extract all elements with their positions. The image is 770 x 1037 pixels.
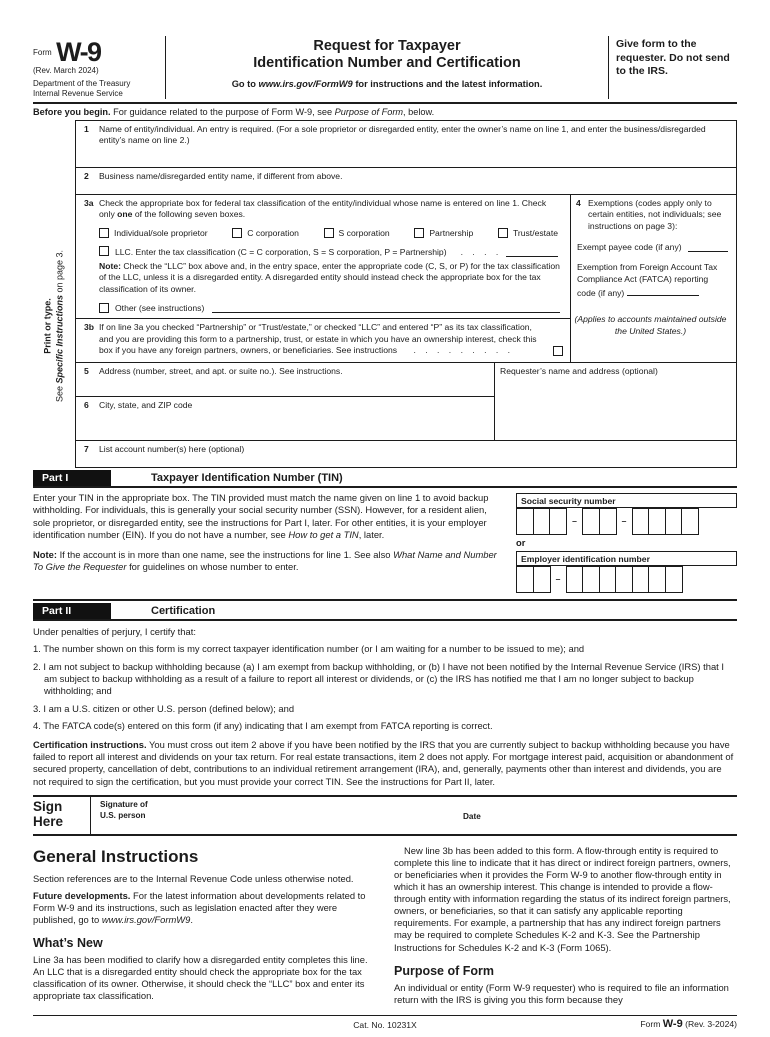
- checkbox-partnership[interactable]: [414, 228, 424, 238]
- here-word: Here: [33, 813, 64, 829]
- ssn-box-group-1: [516, 508, 567, 535]
- llc-note-lead: Note:: [99, 260, 121, 271]
- line7-number: 7: [84, 443, 89, 454]
- line7-label: List account number(s) here (optional): [99, 443, 245, 454]
- ssn-digit-box[interactable]: [549, 508, 567, 535]
- or-label: or: [516, 536, 526, 548]
- line6-city-row: [76, 397, 494, 440]
- ein-box-group-1: [516, 566, 551, 593]
- ein-digit-box[interactable]: [533, 566, 551, 593]
- tin-text: Enter your TIN in the appropriate box. The TIN provided must match the name given on line 1 to avoid backup withholding. For individuals, this is generally your social security number (SSN). However, for a resident alien, sole proprietor, or disregarded entity, see the instructions for Part I, later. For other entities, it is your employer identification number (EIN). If you do not have a number, see: [33, 491, 489, 541]
- see-suffix: on page 3.: [54, 249, 64, 295]
- checkbox-c-corporation[interactable]: [232, 228, 242, 238]
- sign-here-row: [33, 797, 737, 836]
- certification-instructions: [33, 739, 737, 789]
- tin-instructions-paragraph: [33, 492, 504, 542]
- ein-digit-box[interactable]: [632, 566, 650, 593]
- line5-number: 5: [84, 365, 89, 376]
- purpose-of-form-paragraph: An individual or entity (Form W-9 requester) who is required to file an information return with the IRS is giving you this form because they: [394, 981, 729, 1005]
- part1-title: Taxpayer Identification Number (TIN): [151, 471, 343, 484]
- form-title-line1: Request for Taxpayer: [313, 38, 461, 54]
- business-name-input-area[interactable]: [99, 168, 736, 194]
- new-line3b-paragraph: New line 3b has been added to this form. A flow-through entity is required to complete this line to indicate that it has direct or indirect foreign partners, owners, or beneficiaries when it provides the Form W-9 to another flow-through entity in which it has an ownership interest. This change is intended to provide a flow-through entity with information regarding the status of its indirect foreign partners, owners, or beneficiaries, so that it can satisfy any applicable reporting requirements. For example, a partnership that has any indirect foreign partners may be required to complete Schedules K-2 and K-3. See the Partnership Instructions for Schedules K-2 and K-3 (Form 1065).: [394, 845, 731, 953]
- ssn-digit-box[interactable]: [648, 508, 666, 535]
- part2-badge: Part II: [33, 603, 111, 619]
- print-or-type-label: Print or type.: [42, 298, 53, 354]
- form-id-block: [33, 36, 166, 99]
- line1-label: Name of entity/individual. An entry is required. (For a sole proprietor or disregarded entity, enter the owner’s name on line 1, and enter the business/disregarded entity’s name on line 2.): [99, 124, 706, 146]
- line4-label: Exemptions (codes apply only to certain entities, not individuals; see instructions on page 3):: [588, 198, 722, 231]
- address-row: [76, 363, 736, 441]
- ein-digit-box[interactable]: [566, 566, 584, 593]
- before-begin-lead: Before you begin.: [33, 107, 111, 117]
- requester-label: Requester’s name and address (optional): [500, 365, 658, 376]
- print-or-type-sidebar: [42, 200, 65, 452]
- ein-digit-box[interactable]: [615, 566, 633, 593]
- option-trust-estate-label: Trust/estate: [512, 227, 558, 238]
- classification-options: [99, 228, 558, 238]
- checkbox-llc[interactable]: [99, 246, 109, 256]
- line3b-foreign-partners: [76, 318, 570, 362]
- part2-title: Certification: [151, 604, 216, 617]
- ssn-dash: –: [621, 516, 627, 527]
- line3a-one-bold: one: [117, 209, 133, 220]
- ssn-digit-box[interactable]: [665, 508, 683, 535]
- line4-exemptions: [571, 195, 736, 362]
- part2-header: [33, 603, 737, 621]
- checkbox-trust-estate[interactable]: [498, 228, 508, 238]
- line6-number: 6: [84, 399, 89, 410]
- ssn-digit-box[interactable]: [582, 508, 600, 535]
- account-numbers-input-area[interactable]: [99, 441, 736, 467]
- certification-item-2: 2. I am not subject to backup withholding because (a) I am exempt from backup withholding, or (b) I have not been notified by the Internal Revenue Service (IRS) that I am subject to backup withholding as a result of a failure to report all interest or dividends, or (c) the IRS has notified me that I am no longer subject to backup withholding; and: [33, 660, 724, 697]
- tin-note-tail: for guidelines on whose number to enter.: [126, 561, 299, 573]
- general-instructions-title: General Instructions: [33, 847, 199, 867]
- checkbox-foreign-partners[interactable]: [553, 346, 563, 356]
- certification-item-1: 1. The number shown on this form is my correct taxpayer identification number (or I am waiting for a number to be issued to me); and: [33, 643, 585, 655]
- certification-item-4: 4. The FATCA code(s) entered on this form (if any) indicating that I am exempt from FATCA reporting is correct.: [33, 720, 493, 732]
- ein-digit-box[interactable]: [599, 566, 617, 593]
- footer-form-word: Form: [640, 1018, 663, 1029]
- whats-new-title: What’s New: [33, 936, 103, 951]
- footer-form-id: [640, 1018, 737, 1030]
- ein-boxes: [516, 566, 737, 593]
- applies-note: (Applies to accounts maintained outside the United States.): [574, 314, 727, 336]
- ein-digit-box[interactable]: [648, 566, 666, 593]
- fatca-code-entry[interactable]: [627, 285, 699, 296]
- before-begin-tail: , below.: [403, 107, 435, 117]
- purpose-of-form-title: Purpose of Form: [394, 963, 495, 978]
- line3a-intro-text: Check the appropriate box for federal tax classification of the entity/individual whose name is entered on line 1. Check only: [99, 198, 547, 220]
- form-header: [33, 36, 737, 104]
- ein-digit-box[interactable]: [665, 566, 683, 593]
- goto-instructions: [174, 79, 600, 89]
- ssn-box-group-2: [582, 508, 617, 535]
- line3a-intro: [99, 195, 570, 221]
- form-revision: (Rev. March 2024): [33, 66, 99, 75]
- tin-note-lead: Note:: [33, 548, 57, 560]
- before-you-begin: [33, 104, 737, 120]
- llc-note: [99, 261, 560, 296]
- line4-number: 4: [576, 198, 581, 208]
- option-partnership-label: Partnership: [429, 227, 474, 238]
- us-person-label: U.S. person: [100, 810, 146, 820]
- part1-instructions: [33, 492, 516, 593]
- ssn-digit-box[interactable]: [681, 508, 699, 535]
- checkbox-s-corporation[interactable]: [324, 228, 334, 238]
- ssn-digit-box[interactable]: [516, 508, 534, 535]
- form-word: Form: [33, 48, 52, 57]
- instructions-right-column: [394, 845, 737, 1010]
- tin-text-tail: , later.: [358, 529, 385, 541]
- ein-box-group-2: [566, 566, 683, 593]
- future-developments-tail: .: [190, 914, 193, 926]
- signature-of-label: Signature of: [100, 800, 148, 810]
- ssn-box-group-3: [632, 508, 700, 535]
- form-number: W-9: [56, 37, 101, 67]
- specific-instructions-ref: Specific Instructions: [54, 295, 64, 384]
- before-begin-text: For guidance related to the purpose of Form W-9, see: [110, 107, 335, 117]
- purpose-of-form-ref: Purpose of Form: [334, 107, 404, 117]
- section-references-paragraph: Section references are to the Internal Revenue Code unless otherwise noted.: [33, 873, 354, 884]
- fatca-label: Exemption from Foreign Account Tax Compliance Act (FATCA) reporting code (if any): [577, 262, 718, 299]
- line3b-number: 3b: [84, 322, 95, 333]
- ssn-digit-box[interactable]: [632, 508, 650, 535]
- give-form-block: [608, 36, 737, 99]
- signature-input-area[interactable]: [91, 797, 463, 834]
- irs-url: www.irs.gov/FormW9: [258, 79, 353, 90]
- department-label: Department of the Treasury: [33, 79, 131, 88]
- address-input-area[interactable]: [99, 363, 494, 396]
- line3a-intro-tail: of the following seven boxes.: [132, 209, 246, 220]
- tin-note-text: If the account is in more than one name, see the instructions for line 1. See also: [56, 548, 394, 560]
- other-entry[interactable]: [212, 302, 560, 313]
- date-label: Date: [463, 812, 481, 822]
- sign-word: Sign: [33, 799, 63, 815]
- part1-header: [33, 470, 737, 488]
- form-title-line2: Identification Number and Certification: [253, 55, 521, 72]
- agency-label: Internal Revenue Service: [33, 89, 123, 98]
- certification-instructions-text: You must cross out item 2 above if you have been notified by the IRS that you are currently subject to backup withholding because you have failed to report all interest and dividends on your tax return. For real estate transactions, item 2 does not apply. For mortgage interest paid, acquisition or abandonment of secured property, cancellation of debt, contributions to an individual retirement arrangement (IRA), and, generally, payments other than interest and dividends, you are not required to sign the certification, but you must provide your correct TIN. See the instructions for Part II, later.: [33, 738, 734, 787]
- how-to-get-tin-ref: How to get a TIN: [288, 529, 359, 541]
- ein-digit-box[interactable]: [582, 566, 600, 593]
- part1-body: [33, 488, 737, 601]
- certification-item-3: 3. I am a U.S. citizen or other U.S. person (defined below); and: [33, 702, 295, 714]
- ssn-dash: –: [572, 516, 577, 527]
- line1-name-row: [76, 121, 736, 168]
- checkbox-other[interactable]: [99, 303, 109, 313]
- line2-number: 2: [84, 171, 89, 181]
- ssn-boxes: [516, 508, 737, 535]
- llc-label: LLC. Enter the tax classification (C = C corporation, S = S corporation, P = Partnership): [115, 246, 447, 257]
- llc-note-text: Check the “LLC” box above and, in the entry space, enter the appropriate code (C, S, or P) for the tax classification of the LLC, unless it is a disregarded entity. A disregarded entity should instead check the appropriate box for the tax classification of its owner.: [99, 260, 560, 294]
- line3a-number: 3a: [84, 198, 94, 208]
- line3b-text: If on line 3a you checked “Partnership” or “Trust/estate,” or checked “LLC” and entered “P” as its tax classification, and you are providing this form to a partnership, trust, or estate in which you have an ownership interest, check this box if you have any foreign partners, owners, or beneficiaries. See instructions: [99, 322, 537, 356]
- exempt-payee-label: Exempt payee code (if any): [577, 242, 682, 253]
- future-developments-url: www.irs.gov/FormW9: [101, 914, 191, 926]
- ein-label-box: Employer identification number: [516, 551, 737, 566]
- page-footer: [33, 1015, 737, 1037]
- date-input-area[interactable]: [463, 797, 481, 834]
- line6-label: City, state, and ZIP code: [99, 399, 193, 410]
- future-developments-text: For the latest information about developments related to Form W-9 and its instructions, such as legislation enacted after they were published, go to: [33, 890, 366, 926]
- line5-address-row: [76, 363, 494, 397]
- goto-suffix: for instructions and the latest information.: [352, 79, 543, 90]
- future-developments-paragraph: [33, 890, 376, 926]
- ssn-digit-box[interactable]: [533, 508, 551, 535]
- line7-account-row: [76, 441, 736, 467]
- give-form-text: Give form to the requester. Do not send to the IRS.: [616, 38, 730, 78]
- general-instructions-section: [33, 845, 737, 1010]
- part2-body: [33, 621, 737, 797]
- instructions-left-column: [33, 845, 376, 1010]
- other-option-line: [99, 302, 560, 313]
- line2-label: Business name/disregarded entity name, if different from above.: [99, 171, 343, 181]
- fatca-line: [577, 261, 728, 299]
- goto-prefix: Go to: [231, 79, 259, 90]
- what-name-ref: What Name and Number To Give the Requester: [33, 548, 497, 573]
- line3a-classification: [76, 195, 570, 318]
- sign-here-label: [33, 797, 90, 834]
- ssn-digit-box[interactable]: [599, 508, 617, 535]
- exempt-payee-code-entry[interactable]: [688, 241, 728, 252]
- requester-name-area[interactable]: [495, 363, 736, 440]
- footer-revision: (Rev. 3-2024): [682, 1018, 737, 1029]
- ssn-label-box: Social security number: [516, 493, 737, 508]
- certification-instructions-lead: Certification instructions.: [33, 738, 147, 750]
- line2-business-name-row: [76, 168, 736, 195]
- ein-digit-box[interactable]: [516, 566, 534, 593]
- llc-classification-entry[interactable]: [506, 246, 558, 257]
- city-state-zip-input-area[interactable]: [99, 397, 494, 440]
- see-prefix: See: [54, 383, 64, 403]
- whats-new-paragraph: Line 3a has been modified to clarify how a disregarded entity completes this line. An LLC that is a disregarded entity should check the appropriate box for the tax classification of its owner. Otherwise, it should check the “LLC” box and enter its appropriate tax classification.: [33, 954, 368, 1002]
- line3b-dot-leaders: . . . . . . . . .: [413, 345, 511, 356]
- checkbox-individual-sole-proprietor[interactable]: [99, 228, 109, 238]
- line5-label: Address (number, street, and apt. or suite no.). See instructions.: [99, 365, 343, 376]
- part1-badge: Part I: [33, 470, 111, 486]
- ein-dash: –: [555, 574, 561, 585]
- name-input-area[interactable]: [99, 121, 736, 167]
- future-developments-lead: Future developments.: [33, 890, 131, 902]
- certification-intro: Under penalties of perjury, I certify that:: [33, 625, 196, 637]
- option-individual-label: Individual/sole proprietor: [114, 227, 208, 238]
- exempt-payee-line: [577, 241, 728, 252]
- catalog-number: Cat. No. 10231X: [353, 1019, 417, 1030]
- line3b-text-block: [99, 319, 570, 362]
- entity-info-table: [42, 120, 737, 468]
- tin-note-paragraph: [33, 549, 504, 574]
- other-label: Other (see instructions): [115, 303, 205, 314]
- option-s-corp-label: S corporation: [338, 227, 390, 238]
- form-title-block: [166, 36, 608, 99]
- option-c-corp-label: C corporation: [247, 227, 299, 238]
- classification-row: [76, 195, 736, 363]
- footer-form-number: W-9: [662, 1017, 683, 1030]
- llc-option-line: [99, 246, 560, 257]
- line1-number: 1: [84, 124, 89, 134]
- tin-entry-area: [516, 492, 737, 593]
- llc-dot-leaders: . . . .: [460, 246, 499, 257]
